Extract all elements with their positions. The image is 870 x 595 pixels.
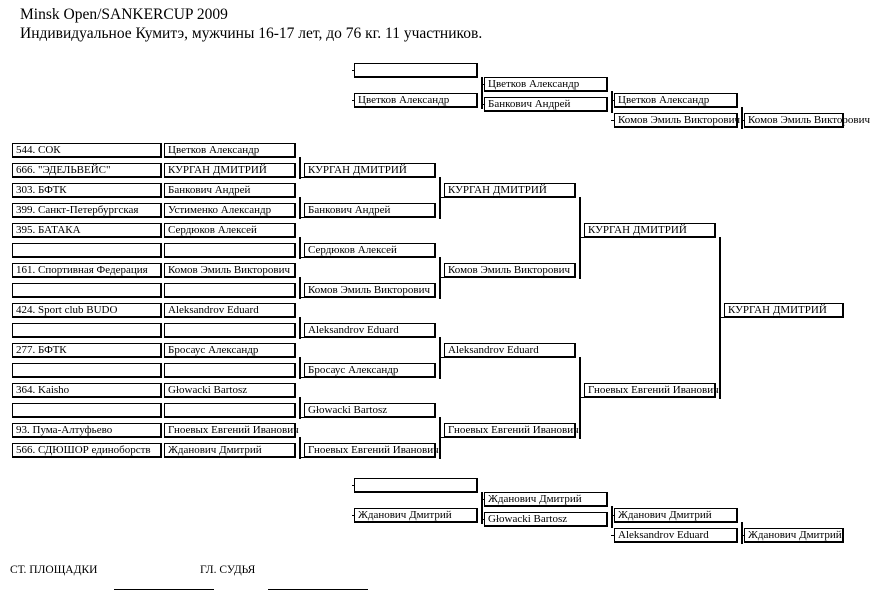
club-slot: 395. БАТАКА bbox=[12, 223, 162, 238]
bracket-line bbox=[741, 120, 744, 121]
category-title: Индивидуальное Кумитэ, мужчины 16-17 лет, до 76 кг. 11 участников. bbox=[20, 25, 483, 42]
repechage-round2-slot: Głowacki Bartosz bbox=[484, 512, 608, 527]
bracket-line bbox=[481, 499, 484, 500]
bracket-line bbox=[579, 397, 584, 398]
club-slot bbox=[12, 363, 162, 378]
head-judge-signature-line bbox=[268, 589, 368, 590]
bracket-line bbox=[299, 177, 304, 178]
competitor-slot: Комов Эмиль Викторович bbox=[164, 263, 296, 278]
bracket-line bbox=[299, 277, 301, 299]
bracket-line bbox=[299, 337, 304, 338]
repechage-round3-slot: Aleksandrov Eduard bbox=[614, 528, 738, 543]
competitor-slot bbox=[164, 363, 296, 378]
repechage-round3-slot: Жданович Дмитрий bbox=[614, 508, 738, 523]
bracket-line bbox=[439, 257, 441, 299]
club-slot bbox=[12, 243, 162, 258]
bracket-line bbox=[299, 437, 301, 459]
bracket-line bbox=[741, 522, 743, 544]
club-slot: 566. СДЮШОР единоборств bbox=[12, 443, 162, 458]
bracket-line bbox=[439, 177, 441, 219]
bracket-line bbox=[611, 506, 613, 528]
bracket-line bbox=[299, 217, 304, 218]
bracket-line bbox=[299, 417, 304, 418]
bracket-line bbox=[611, 91, 613, 113]
bracket-line bbox=[481, 519, 484, 520]
bracket-line bbox=[299, 317, 301, 339]
club-slot: 161. Спортивная Федерация bbox=[12, 263, 162, 278]
bracket-line bbox=[352, 100, 354, 101]
repechage-entry-slot: Жданович Дмитрий bbox=[354, 508, 478, 523]
bracket-line bbox=[299, 377, 304, 378]
repechage-round3-slot: Цветков Александр bbox=[614, 93, 738, 108]
competitor-slot: Сердюков Алексей bbox=[164, 223, 296, 238]
club-slot bbox=[12, 283, 162, 298]
competitor-slot: Бросаус Александр bbox=[164, 343, 296, 358]
club-slot: 303. БФТК bbox=[12, 183, 162, 198]
semifinal-slot: Гноевых Евгений Иванович bbox=[584, 383, 716, 398]
bracket-line bbox=[481, 104, 484, 105]
head-judge-label: ГЛ. СУДЬЯ bbox=[200, 564, 256, 576]
round3-slot: Гноевых Евгений Иванович bbox=[444, 423, 576, 438]
competitor-slot: Цветков Александр bbox=[164, 143, 296, 158]
club-slot: 666. "ЭДЕЛЬВЕЙС" bbox=[12, 163, 162, 178]
club-slot bbox=[12, 403, 162, 418]
competitor-slot bbox=[164, 403, 296, 418]
bracket-line bbox=[299, 297, 304, 298]
bracket-line bbox=[719, 317, 724, 318]
bracket-line bbox=[579, 357, 581, 439]
semifinal-slot: КУРГАН ДМИТРИЙ bbox=[584, 223, 716, 238]
bracket-line bbox=[611, 100, 614, 101]
bracket-line bbox=[611, 535, 614, 536]
bracket-line bbox=[579, 197, 581, 279]
mat-chief-label: СТ. ПЛОЩАДКИ bbox=[10, 564, 98, 576]
round2-slot: Бросаус Александр bbox=[304, 363, 436, 378]
round3-slot: Aleksandrov Eduard bbox=[444, 343, 576, 358]
repechage-winner-slot: Комов Эмиль Викторович bbox=[744, 113, 844, 128]
bracket-line bbox=[719, 237, 721, 399]
repechage-round3-slot: Комов Эмиль Викторович bbox=[614, 113, 738, 128]
bracket-line bbox=[299, 357, 301, 379]
bracket-line bbox=[741, 107, 743, 129]
bracket-line bbox=[579, 237, 584, 238]
repechage-round2-slot: Банкович Андрей bbox=[484, 97, 608, 112]
bracket-line bbox=[611, 120, 614, 121]
club-slot: 544. СОК bbox=[12, 143, 162, 158]
repechage-entry-slot bbox=[354, 478, 478, 493]
bracket-line bbox=[439, 357, 444, 358]
competitor-slot: Банкович Андрей bbox=[164, 183, 296, 198]
club-slot: 424. Sport club BUDO bbox=[12, 303, 162, 318]
bracket-line bbox=[439, 197, 444, 198]
competitor-slot: Устименко Александр bbox=[164, 203, 296, 218]
competitor-slot: Aleksandrov Eduard bbox=[164, 303, 296, 318]
bracket-line bbox=[611, 515, 614, 516]
club-slot: 277. БФТК bbox=[12, 343, 162, 358]
bracket-line bbox=[741, 535, 744, 536]
bracket-line bbox=[352, 485, 354, 486]
bracket-line bbox=[299, 157, 301, 179]
bracket-line bbox=[439, 437, 444, 438]
competitor-slot bbox=[164, 243, 296, 258]
competitor-slot bbox=[164, 283, 296, 298]
club-slot bbox=[12, 323, 162, 338]
round2-slot: Aleksandrov Eduard bbox=[304, 323, 436, 338]
repechage-winner-slot: Жданович Дмитрий bbox=[744, 528, 844, 543]
bracket-line bbox=[439, 417, 441, 459]
bracket-line bbox=[439, 337, 441, 379]
final-winner-slot: КУРГАН ДМИТРИЙ bbox=[724, 303, 844, 318]
round3-slot: Комов Эмиль Викторович bbox=[444, 263, 576, 278]
bracket-line bbox=[481, 84, 484, 85]
round2-slot: Сердюков Алексей bbox=[304, 243, 436, 258]
club-slot: 93. Пума-Алтуфьево bbox=[12, 423, 162, 438]
round2-slot: КУРГАН ДМИТРИЙ bbox=[304, 163, 436, 178]
bracket-line bbox=[299, 237, 301, 259]
bracket-line bbox=[299, 257, 304, 258]
round3-slot: КУРГАН ДМИТРИЙ bbox=[444, 183, 576, 198]
event-title: Minsk Open/SANKERCUP 2009 bbox=[20, 6, 228, 23]
bracket-line bbox=[352, 70, 354, 71]
competitor-slot: Гноевых Евгений Иванович bbox=[164, 423, 296, 438]
bracket-line bbox=[299, 397, 301, 419]
competitor-slot: Głowacki Bartosz bbox=[164, 383, 296, 398]
round2-slot: Гноевых Евгений Иванович bbox=[304, 443, 436, 458]
round2-slot: Комов Эмиль Викторович bbox=[304, 283, 436, 298]
repechage-entry-slot bbox=[354, 63, 478, 78]
competitor-slot: КУРГАН ДМИТРИЙ bbox=[164, 163, 296, 178]
club-slot: 364. Kaisho bbox=[12, 383, 162, 398]
repechage-round2-slot: Жданович Дмитрий bbox=[484, 492, 608, 507]
round2-slot: Банкович Андрей bbox=[304, 203, 436, 218]
repechage-entry-slot: Цветков Александр bbox=[354, 93, 478, 108]
repechage-round2-slot: Цветков Александр bbox=[484, 77, 608, 92]
bracket-line bbox=[439, 277, 444, 278]
competitor-slot: Жданович Дмитрий bbox=[164, 443, 296, 458]
round2-slot: Głowacki Bartosz bbox=[304, 403, 436, 418]
bracket-line bbox=[299, 197, 301, 219]
club-slot: 399. Санкт-Петербургская bbox=[12, 203, 162, 218]
competitor-slot bbox=[164, 323, 296, 338]
mat-chief-signature-line bbox=[114, 589, 214, 590]
bracket-line bbox=[352, 515, 354, 516]
bracket-line bbox=[299, 457, 304, 458]
